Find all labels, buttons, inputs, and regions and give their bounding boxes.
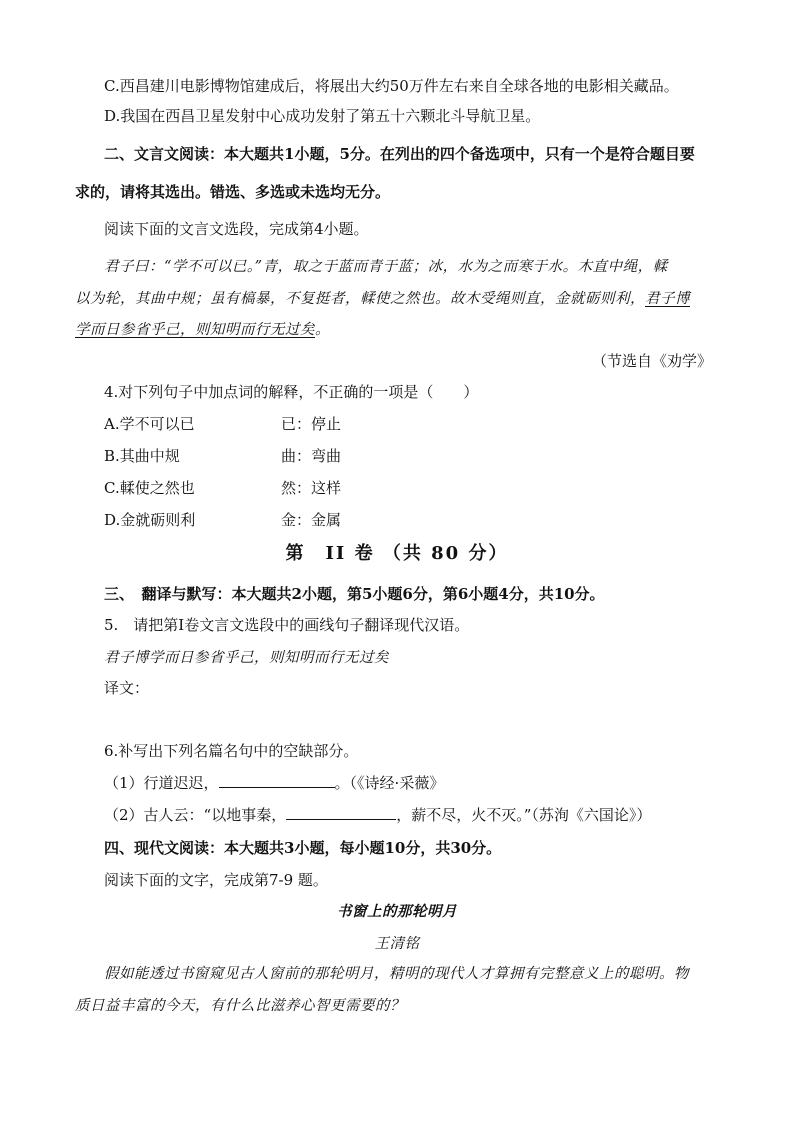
- q5-answer-label: 译文：: [104, 679, 150, 697]
- underlined-sentence-end: 学而日参省乎己，则知明而行无过矣: [75, 322, 315, 338]
- q6-item-1-suffix: 。（《诗经·采薇》: [334, 774, 445, 792]
- article-author: 王清铭: [374, 936, 420, 952]
- passage-source: （节选自《劝学》: [592, 352, 713, 370]
- passage-line-3-period: 。: [315, 322, 330, 338]
- q4-stem: 4.对下列句子中加点词的解释，不正确的一项是（ ）: [104, 383, 479, 401]
- passage-line-2: [75, 289, 690, 309]
- q4-option-d-meaning: 金：金属: [281, 511, 342, 529]
- q6-item-2-suffix: ，薪不尽，火不灭。”（苏洵《六国论》）: [396, 806, 652, 824]
- section2-instruction: 阅读下面的文言文选段，完成第4小题。: [104, 220, 369, 238]
- article-para1-line2: 质日益丰富的今天，有什么比滋养心智更需要的？: [75, 998, 405, 1014]
- article-title: 书窗上的那轮明月: [337, 903, 457, 920]
- passage-line-1: 君子曰：“学不可以已。”青，取之于蓝而青于蓝；冰，水为之而寒于水。木直中绳，輮: [104, 259, 668, 275]
- q4-option-a-sentence: A.学不可以已: [104, 415, 195, 433]
- passage-line-3: [75, 320, 330, 340]
- q5-stem: 5. 请把第I卷文言文选段中的画线句子翻译现代汉语。: [104, 616, 470, 634]
- q4-option-a: [104, 414, 195, 434]
- q4-option-d-sentence: D.金就砺则利: [104, 511, 196, 529]
- q6-item-2-prefix: （2）古人云：“以地事秦，: [104, 806, 287, 824]
- section2-heading-line2: 求的，请将其选出。错选、多选或未选均无分。: [75, 183, 391, 201]
- section2-heading-line1: 二、文言文阅读：本大题共1小题，5分。在列出的四个备选项中，只有一个是符合题目要: [104, 145, 695, 163]
- q4-option-c-sentence: C.輮使之然也: [104, 479, 195, 497]
- article-para1-line1: 假如能透过书窗窥见古人窗前的那轮明月，精明的现代人才算拥有完整意义上的聪明。物: [104, 966, 689, 982]
- q5-sentence: 君子博学而日参省乎己，则知明而行无过矣: [104, 650, 389, 666]
- q6-item-1-prefix: （1）行道迟迟，: [104, 774, 219, 792]
- q4-option-b-sentence: B.其曲中规: [104, 447, 180, 465]
- q4-option-a-meaning: 已：停止: [281, 415, 342, 433]
- q6-item-1-blank[interactable]: [219, 773, 335, 788]
- underlined-sentence-start: 君子博: [645, 291, 690, 307]
- q4-option-c-meaning: 然：这样: [281, 479, 342, 497]
- section4-heading: 四、现代文阅读：本大题共3小题，每小题10分，共30分。: [104, 839, 502, 857]
- q3-option-d: D.我国在西昌卫星发射中心成功发射了第五十六颗北斗导航卫星。: [104, 107, 541, 125]
- q6-stem: 6.补写出下列名篇名句中的空缺部分。: [104, 742, 359, 760]
- passage-line-2-text: 以为轮，其曲中规；虽有槁暴，不复挺者，輮使之然也。故木受绳则直，金就砺则利，: [75, 291, 645, 307]
- section4-instruction: 阅读下面的文字，完成第7-9 题。: [104, 871, 328, 889]
- section3-heading: 三、 翻译与默写：本大题共2小题，第5小题6分，第6小题4分，共10分。: [104, 585, 605, 603]
- q4-option-b-meaning: 曲：弯曲: [281, 447, 342, 465]
- q6-item-1: [104, 773, 444, 793]
- part2-title: 第 II 卷 （共 80 分）: [285, 543, 509, 564]
- q6-item-2-blank[interactable]: [286, 805, 396, 820]
- q3-option-c: C.西昌建川电影博物馆建成后，将展出大约50万件左右来自全球各地的电影相关藏品。: [104, 77, 679, 95]
- q6-item-2: [104, 805, 651, 825]
